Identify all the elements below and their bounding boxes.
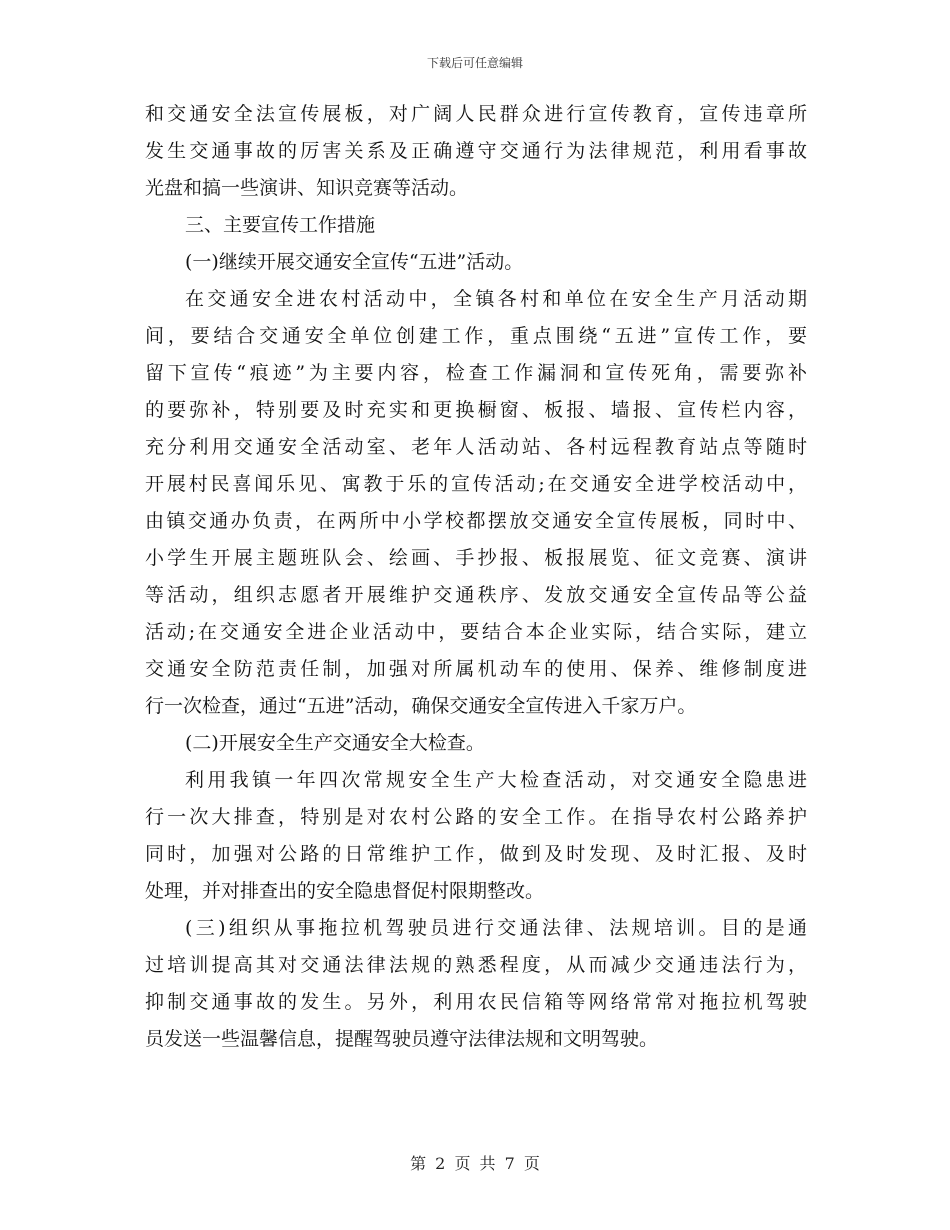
- text-line: 处理，并对排查出的安全隐患督促村限期整改。: [145, 880, 545, 902]
- text-line: 在交通安全进农村活动中，全镇各村和单位在安全生产月活动期: [185, 288, 807, 310]
- text-line: 行一次检查，通过“五进”活动，确保交通安全宣传进入千家万户。: [145, 695, 697, 717]
- text-line: 等活动，组织志愿者开展维护交通秩序、发放交通安全宣传品等公益: [145, 584, 807, 606]
- text-line: 的要弥补，特别要及时充实和更换橱窗、板报、墙报、宣传栏内容，: [145, 399, 807, 421]
- text-line: 利用我镇一年四次常规安全生产大检查活动，对交通安全隐患进: [185, 769, 807, 791]
- text-line: 员发送一些温馨信息，提醒驾驶员遵守法律法规和文明驾驶。: [145, 1028, 659, 1050]
- text-line: 小学生开展主题班队会、绘画、手抄报、板报展览、征文竞赛、演讲: [145, 547, 807, 569]
- text-line: 留下宣传“痕迹”为主要内容，检查工作漏洞和宣传死角，需要弥补: [145, 362, 807, 384]
- text-line: (一)继续开展交通安全宣传“五进”活动。: [185, 251, 524, 273]
- page-number-footer: 第 2 页 共 7 页: [410, 1154, 540, 1173]
- text-line: 交通安全防范责任制，加强对所属机动车的使用、保养、维修制度进: [145, 658, 807, 680]
- text-line: 同时，加强对公路的日常维护工作，做到及时发现、及时汇报、及时: [145, 843, 807, 865]
- text-line: 和交通安全法宣传展板，对广阔人民群众进行宣传教育，宣传违章所: [145, 103, 807, 125]
- text-line: (三)组织从事拖拉机驾驶员进行交通法律、法规培训。目的是通: [185, 917, 807, 939]
- text-line: 抑制交通事故的发生。另外，利用农民信箱等网络常常对拖拉机驾驶: [145, 991, 807, 1013]
- text-line: 三、主要宣传工作措施: [185, 214, 376, 236]
- text-line: 光盘和搞一些演讲、知识竞赛等活动。: [145, 177, 469, 199]
- page-header-note: 下载后可任意编辑: [426, 56, 523, 70]
- document-body: [145, 96, 807, 1058]
- text-line: 间，要结合交通安全单位创建工作，重点围绕“五进”宣传工作，要: [145, 325, 807, 347]
- text-line: 开展村民喜闻乐见、寓教于乐的宣传活动;在交通安全进学校活动中，: [145, 473, 807, 495]
- text-line: 充分利用交通安全活动室、老年人活动站、各村远程教育站点等随时: [145, 436, 807, 458]
- text-line: 活动;在交通安全进企业活动中，要结合本企业实际，结合实际，建立: [145, 621, 807, 643]
- text-line: 行一次大排查，特别是对农村公路的安全工作。在指导农村公路养护: [145, 806, 807, 828]
- text-line: 过培训提高其对交通法律法规的熟悉程度，从而减少交通违法行为，: [145, 954, 807, 976]
- text-line: (二)开展安全生产交通安全大检查。: [185, 732, 485, 754]
- text-line: 由镇交通办负责，在两所中小学校都摆放交通安全宣传展板，同时中、: [145, 510, 807, 532]
- text-line: 发生交通事故的厉害关系及正确遵守交通行为法律规范，利用看事故: [145, 140, 807, 162]
